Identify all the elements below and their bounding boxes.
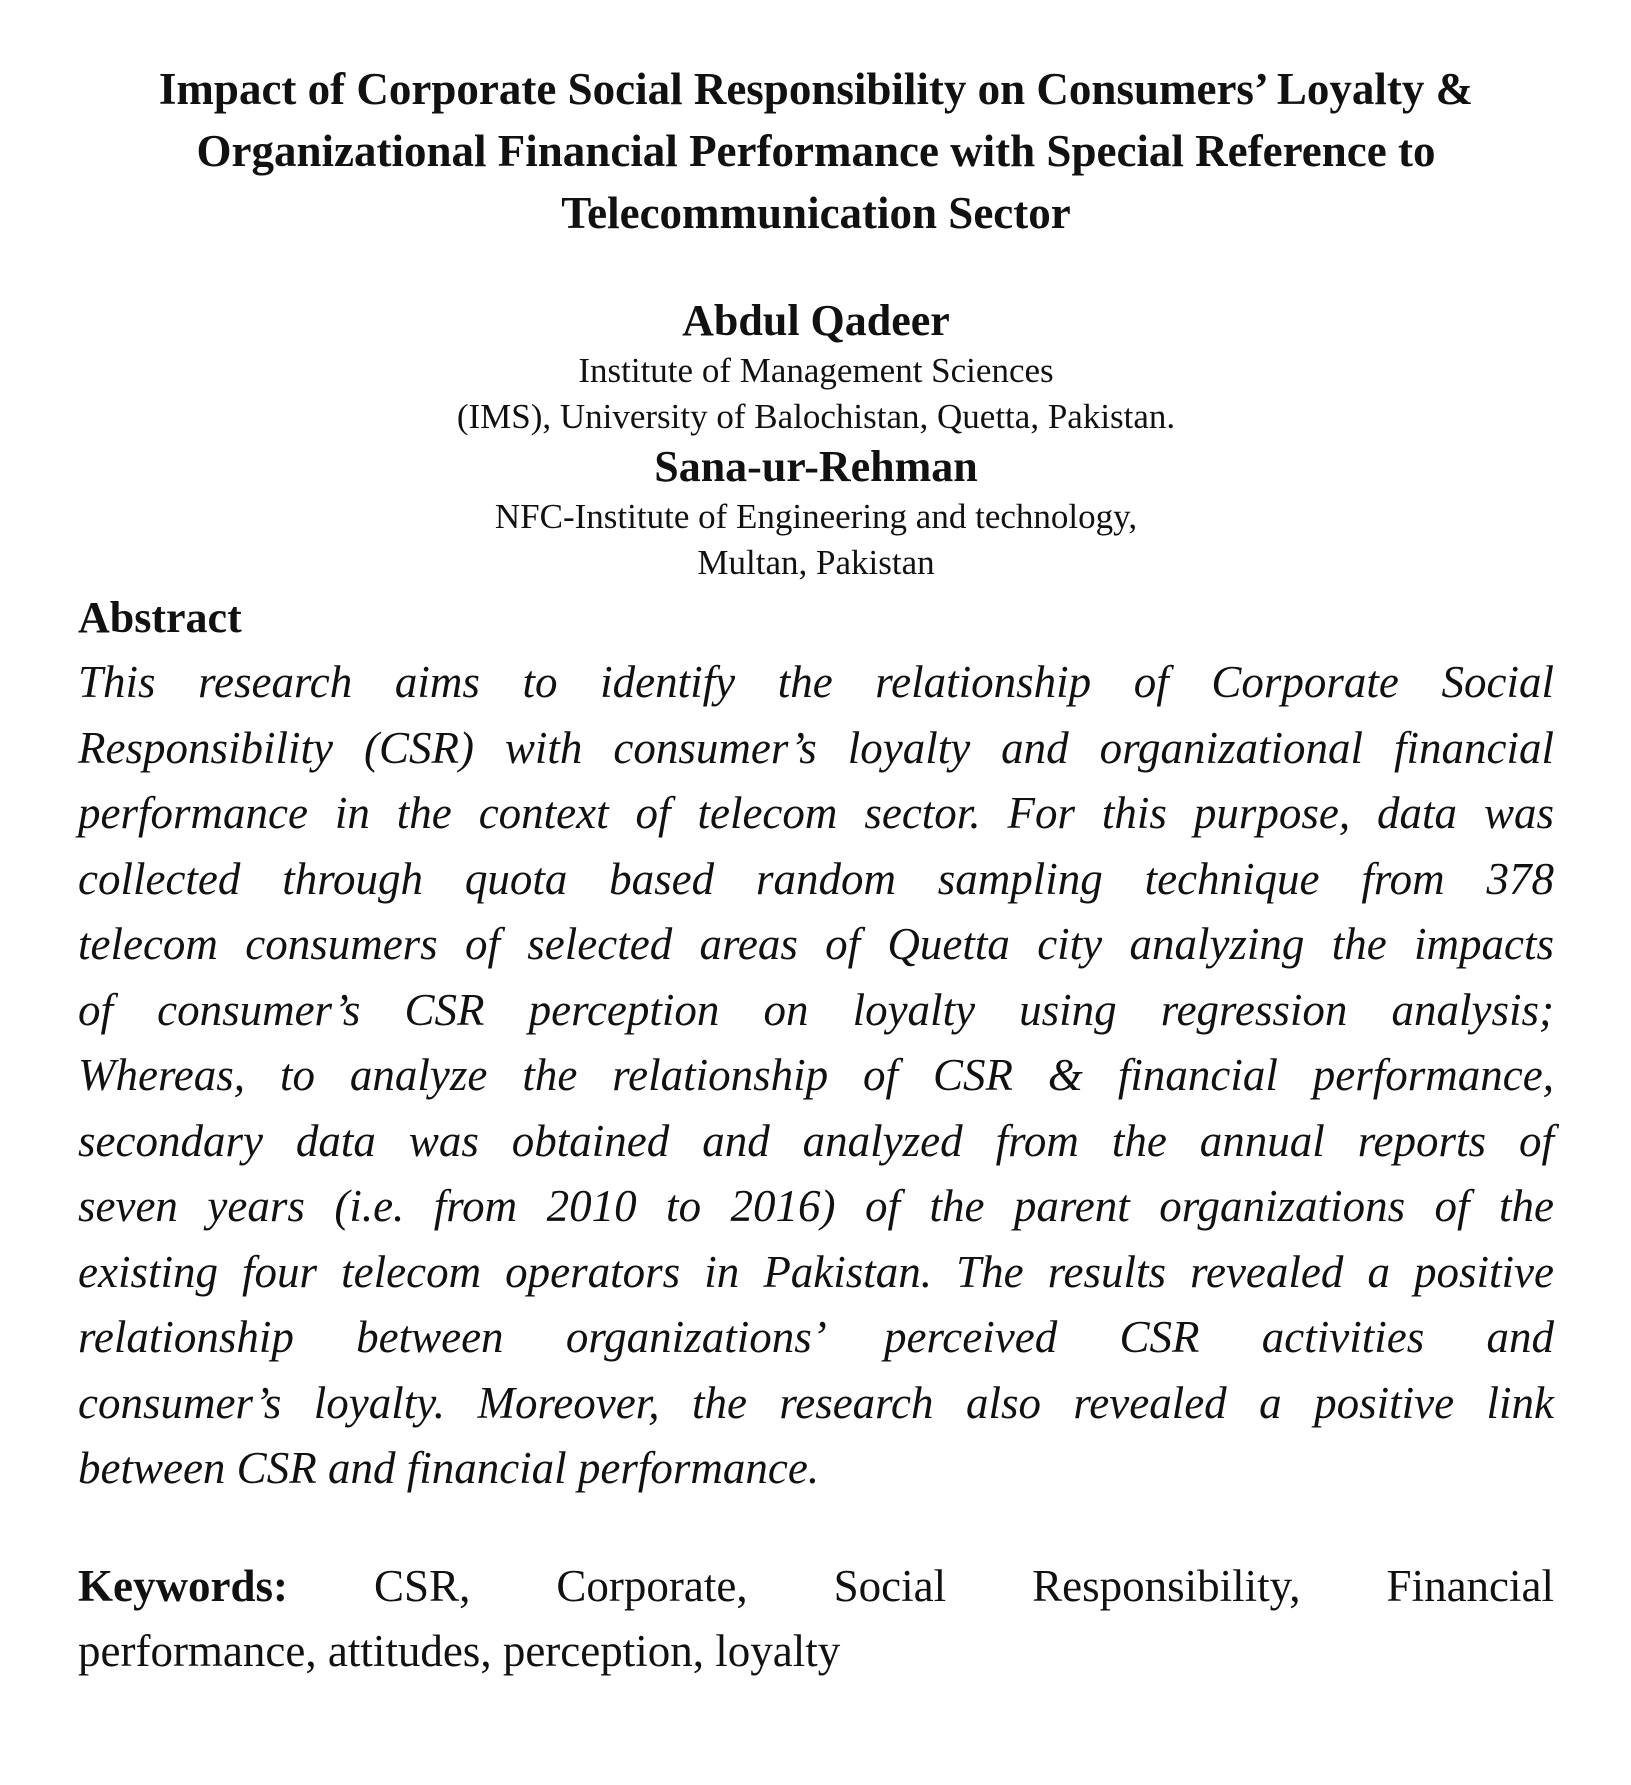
author-block (78, 294, 1554, 586)
title-line: Impact of Corporate Social Responsibility on Consumers’ Loyalty & (158, 64, 1474, 114)
abstract-line: consumer’s loyalty. Moreover, the research also revealed a positive link (78, 1377, 1554, 1428)
abstract-heading: Abstract (78, 593, 242, 642)
paper-title (78, 58, 1554, 244)
keywords-text: CSR, Corporate, Social Responsibility, Financial (374, 1560, 1554, 1611)
abstract-line: Responsibility (CSR) with consumer’s loyalty and organizational financial (78, 722, 1554, 773)
keywords-line (78, 1554, 1554, 1619)
affiliation-line: Institute of Management Sciences (578, 351, 1054, 390)
abstract-line: collected through quota based random sampling technique from 378 (78, 853, 1554, 904)
abstract-line: performance in the context of telecom sector. For this purpose, data was (78, 788, 1554, 838)
abstract-line: telecom consumers of selected areas of Quetta city analyzing the impacts (78, 919, 1554, 969)
abstract-line: This research aims to identify the relationship of Corporate Social (78, 657, 1554, 707)
title-line: Telecommunication Sector (561, 188, 1071, 238)
author-name: Sana-ur-Rehman (654, 442, 978, 491)
abstract-line: Whereas, to analyze the relationship of CSR & financial performance, (78, 1050, 1554, 1100)
abstract-line: between CSR and financial performance. (78, 1443, 820, 1493)
affiliation-line: (IMS), University of Balochistan, Quetta, Pakistan. (456, 397, 1176, 436)
affiliation-line: NFC-Institute of Engineering and technology, (494, 497, 1138, 536)
author-name: Abdul Qadeer (682, 296, 950, 345)
abstract-line: seven years (i.e. from 2010 to 2016) of the parent organizations of the (78, 1181, 1554, 1231)
keywords-section (78, 1554, 1554, 1684)
author-affiliation (78, 494, 1554, 586)
paper-page (78, 58, 1554, 1684)
abstract-line: existing four telecom operators in Pakistan. The results revealed a positive (78, 1246, 1554, 1297)
title-line: Organizational Financial Performance with Special Reference to (196, 126, 1436, 176)
keywords-label: Keywords: (78, 1560, 288, 1611)
keywords-text: performance, attitudes, perception, loyalty (78, 1625, 841, 1676)
abstract-body (78, 650, 1554, 1502)
affiliation-line: Multan, Pakistan (697, 543, 935, 582)
abstract-line: secondary data was obtained and analyzed from the annual reports of (78, 1115, 1554, 1166)
abstract-line: relationship between organizations’ perceived CSR activities and (78, 1312, 1554, 1362)
abstract-line: of consumer’s CSR perception on loyalty using regression analysis; (78, 984, 1554, 1035)
author-affiliation (78, 348, 1554, 440)
